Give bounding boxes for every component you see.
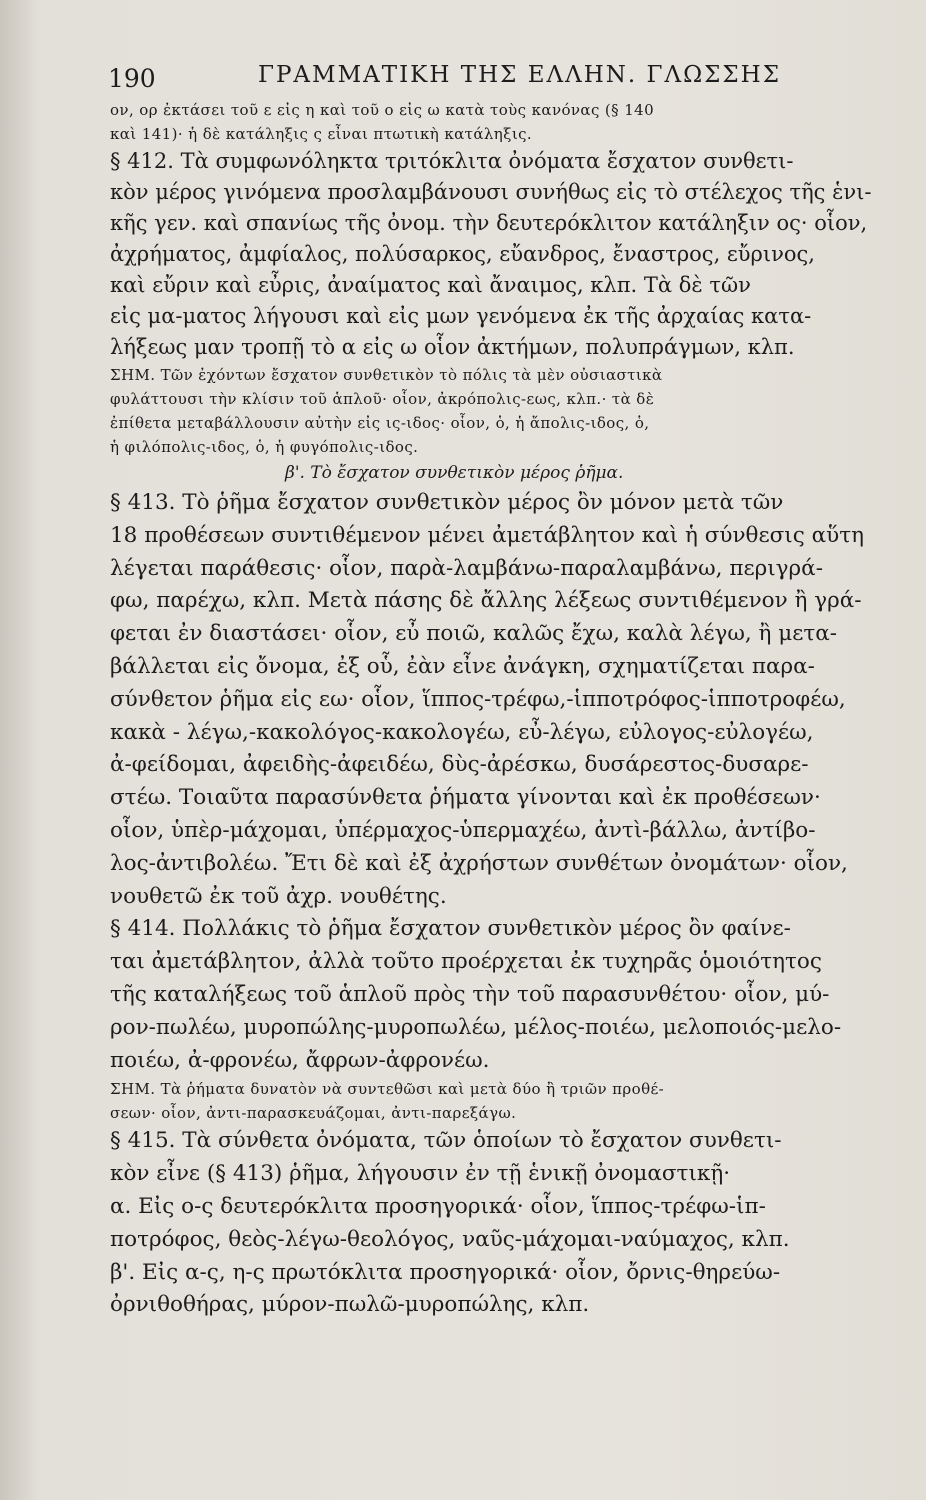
text-line: καὶ 141)· ἡ δὲ κατάληξις ς εἶναι πτωτικὴ κατάληξις. <box>110 125 533 143</box>
text-line: ΣΗΜ. Τῶν ἐχόντων ἔσχατον συνθετικὸν τὸ πόλις τὰ μὲν οὐσιαστικὰ <box>110 366 663 384</box>
text-line: ὀρνιθοθήρας, μύρον-πωλῶ-μυροπώλης, κλπ. <box>110 1292 590 1318</box>
text-line: ται ἀμετάβλητον, ἀλλὰ τοῦτο προέρχεται ἐκ τυχηρᾶς ὁμοιότητος <box>110 949 822 975</box>
text-line: καὶ εὔριν καὶ εὖρις, ἀναίματος καὶ ἄναιμος, κλπ. Τὰ δὲ τῶν <box>110 273 751 297</box>
text-line: σεων· οἷον, ἀντι-παρασκευάζομαι, ἀντι-παρεξάγω. <box>110 1104 517 1123</box>
text-line: ρον-πωλέω, μυροπώλης-μυροπωλέω, μέλος-ποιέω, μελοποιός-μελο- <box>110 1014 842 1040</box>
text-line: ποτρόφος, θεὸς-λέγω-θεολόγος, ναῦς-μάχομαι-ναύμαχος, κλπ. <box>110 1226 790 1252</box>
text-line: οἷον, ὑπὲρ-μάχομαι, ὑπέρμαχος-ὑπερμαχέω, ἀντὶ-βάλλω, ἀντίβο- <box>110 817 816 843</box>
text-line: § 415. Τὰ σύνθετα ὀνόματα, τῶν ὁποίων τὸ ἔσχατον συνθετι- <box>110 1128 782 1154</box>
page-header <box>110 58 874 98</box>
text-line: ΣΗΜ. Τὰ ῥήματα δυνατὸν νὰ συντεθῶσι καὶ μετὰ δύο ἢ τριῶν προθέ- <box>110 1080 665 1099</box>
text-line: β'. Εἰς α-ς, η-ς πρωτόκλιτα προσηγορικά· οἷον, ὄρνις-θηρεύω- <box>110 1259 781 1285</box>
text-line: λήξεως μαν τροπῇ τὸ α εἰς ω οἷον ἀκτήμων, πολυπράγμων, κλπ. <box>110 335 795 359</box>
page-number: 190 <box>108 64 156 93</box>
text-line: β'. Τὸ ἔσχατον συνθετικὸν μέρος ῥῆμα. <box>285 463 624 483</box>
text-line: ἡ φιλόπολις-ιδος, ὁ, ἡ φυγόπολις-ιδος. <box>110 438 419 456</box>
text-line: τῆς καταλήξεως τοῦ ἁπλοῦ πρὸς τὴν τοῦ παρασυνθέτου· οἷον, μύ- <box>110 981 830 1007</box>
text-line: εἰς μα-ματος λήγουσι καὶ εἰς μων γενόμενα ἐκ τῆς ἀρχαίας κατα- <box>110 304 812 328</box>
text-line: λέγεται παράθεσις· οἷον, παρὰ-λαμβάνω-παραλαμβάνω, περιγρά- <box>110 555 823 581</box>
text-line: ἀχρήματος, ἀμφίαλος, πολύσαρκος, εὔανδρος, ἔναστρος, εὔρινος, <box>110 242 815 266</box>
text-line: φω, παρέχω, κλπ. Μετὰ πάσης δὲ ἄλλης λέξεως συντιθέμενον ἢ γρά- <box>110 588 862 614</box>
text-line: § 413. Τὸ ῥῆμα ἔσχατον συνθετικὸν μέρος ὂν μόνον μετὰ τῶν <box>110 490 784 515</box>
text-line: φεται ἐν διαστάσει· οἷον, εὖ ποιῶ, καλῶς ἔχω, καλὰ λέγω, ἢ μετα- <box>110 621 838 647</box>
text-line: κὸν μέρος γινόμενα προσλαμβάνουσι συνήθως εἰς τὸ στέλεχος τῆς ἑνι- <box>110 180 872 204</box>
text-line: στέω. Τοιαῦτα παρασύνθετα ῥήματα γίνονται καὶ ἐκ προθέσεων· <box>110 785 821 811</box>
text-line: κὸν εἶνε (§ 413) ῥῆμα, λήγουσιν ἐν τῇ ἑνικῇ ὀνομαστικῇ· <box>110 1161 731 1187</box>
text-line: φυλάττουσι τὴν κλίσιν τοῦ ἁπλοῦ· οἷον, ἀκρόπολις-εως, κλπ.· τὰ δὲ <box>110 390 655 408</box>
text-line: κῆς γεν. καὶ σπανίως τῆς ὀνομ. τὴν δευτερόκλιτον κατάληξιν ος· οἷον, <box>110 211 868 235</box>
text-line: ἐπίθετα μεταβάλλουσιν αὐτὴν εἰς ις-ιδος· οἷον, ὁ, ἡ ἄπολις-ιδος, ὁ, <box>110 414 650 432</box>
running-head: ΓΡΑΜΜΑΤΙΚΗ ΤΗΣ ΕΛΛΗΝ. ΓΛΩΣΣΗΣ <box>258 62 781 88</box>
text-line: ον, ορ ἐκτάσει τοῦ ε εἰς η καὶ τοῦ ο εἰς ω κατὰ τοὺς κανόνας (§ 140 <box>110 101 655 119</box>
text-line: α. Εἰς ο-ς δευτερόκλιτα προσηγορικά· οἷον, ἵππος-τρέφω-ἱπ- <box>110 1193 766 1219</box>
text-body <box>110 98 874 1322</box>
text-line: ἀ-φείδομαι, ἀφειδὴς-ἀφειδέω, δὺς-ἀρέσκω, δυσάρεστος-δυσαρε- <box>110 752 809 778</box>
text-line: 18 προθέσεων συντιθέμενον μένει ἀμετάβλητον καὶ ἡ σύνθεσις αὕτη <box>110 522 864 548</box>
text-line: βάλλεται εἰς ὄνομα, ἐξ οὗ, ἐὰν εἶνε ἀνάγκη, σχηματίζεται παρα- <box>110 653 815 679</box>
text-line: ποιέω, ἀ-φρονέω, ἄφρων-ἀφρονέω. <box>110 1047 490 1073</box>
text-line: σύνθετον ῥῆμα εἰς εω· οἷον, ἵππος-τρέφω,-ἱπποτρόφος-ἱπποτροφέω, <box>110 686 846 712</box>
text-line: λος-ἀντιβολέω. Ἔτι δὲ καὶ ἐξ ἀχρήστων συνθέτων ὀνομάτων· οἷον, <box>110 850 848 876</box>
text-line: νουθετῶ ἐκ τοῦ ἀχρ. νουθέτης. <box>110 883 447 909</box>
text-line: κακὰ - λέγω,-κακολόγος-κακολογέω, εὖ-λέγω, εὐλογος-εὐλογέω, <box>110 719 814 745</box>
text-line: § 412. Τὰ συμφωνόληκτα τριτόκλιτα ὀνόματα ἔσχατον συνθετι- <box>110 149 794 173</box>
text-line: § 414. Πολλάκις τὸ ῥῆμα ἔσχατον συνθετικὸν μέρος ὂν φαίνε- <box>110 916 791 942</box>
